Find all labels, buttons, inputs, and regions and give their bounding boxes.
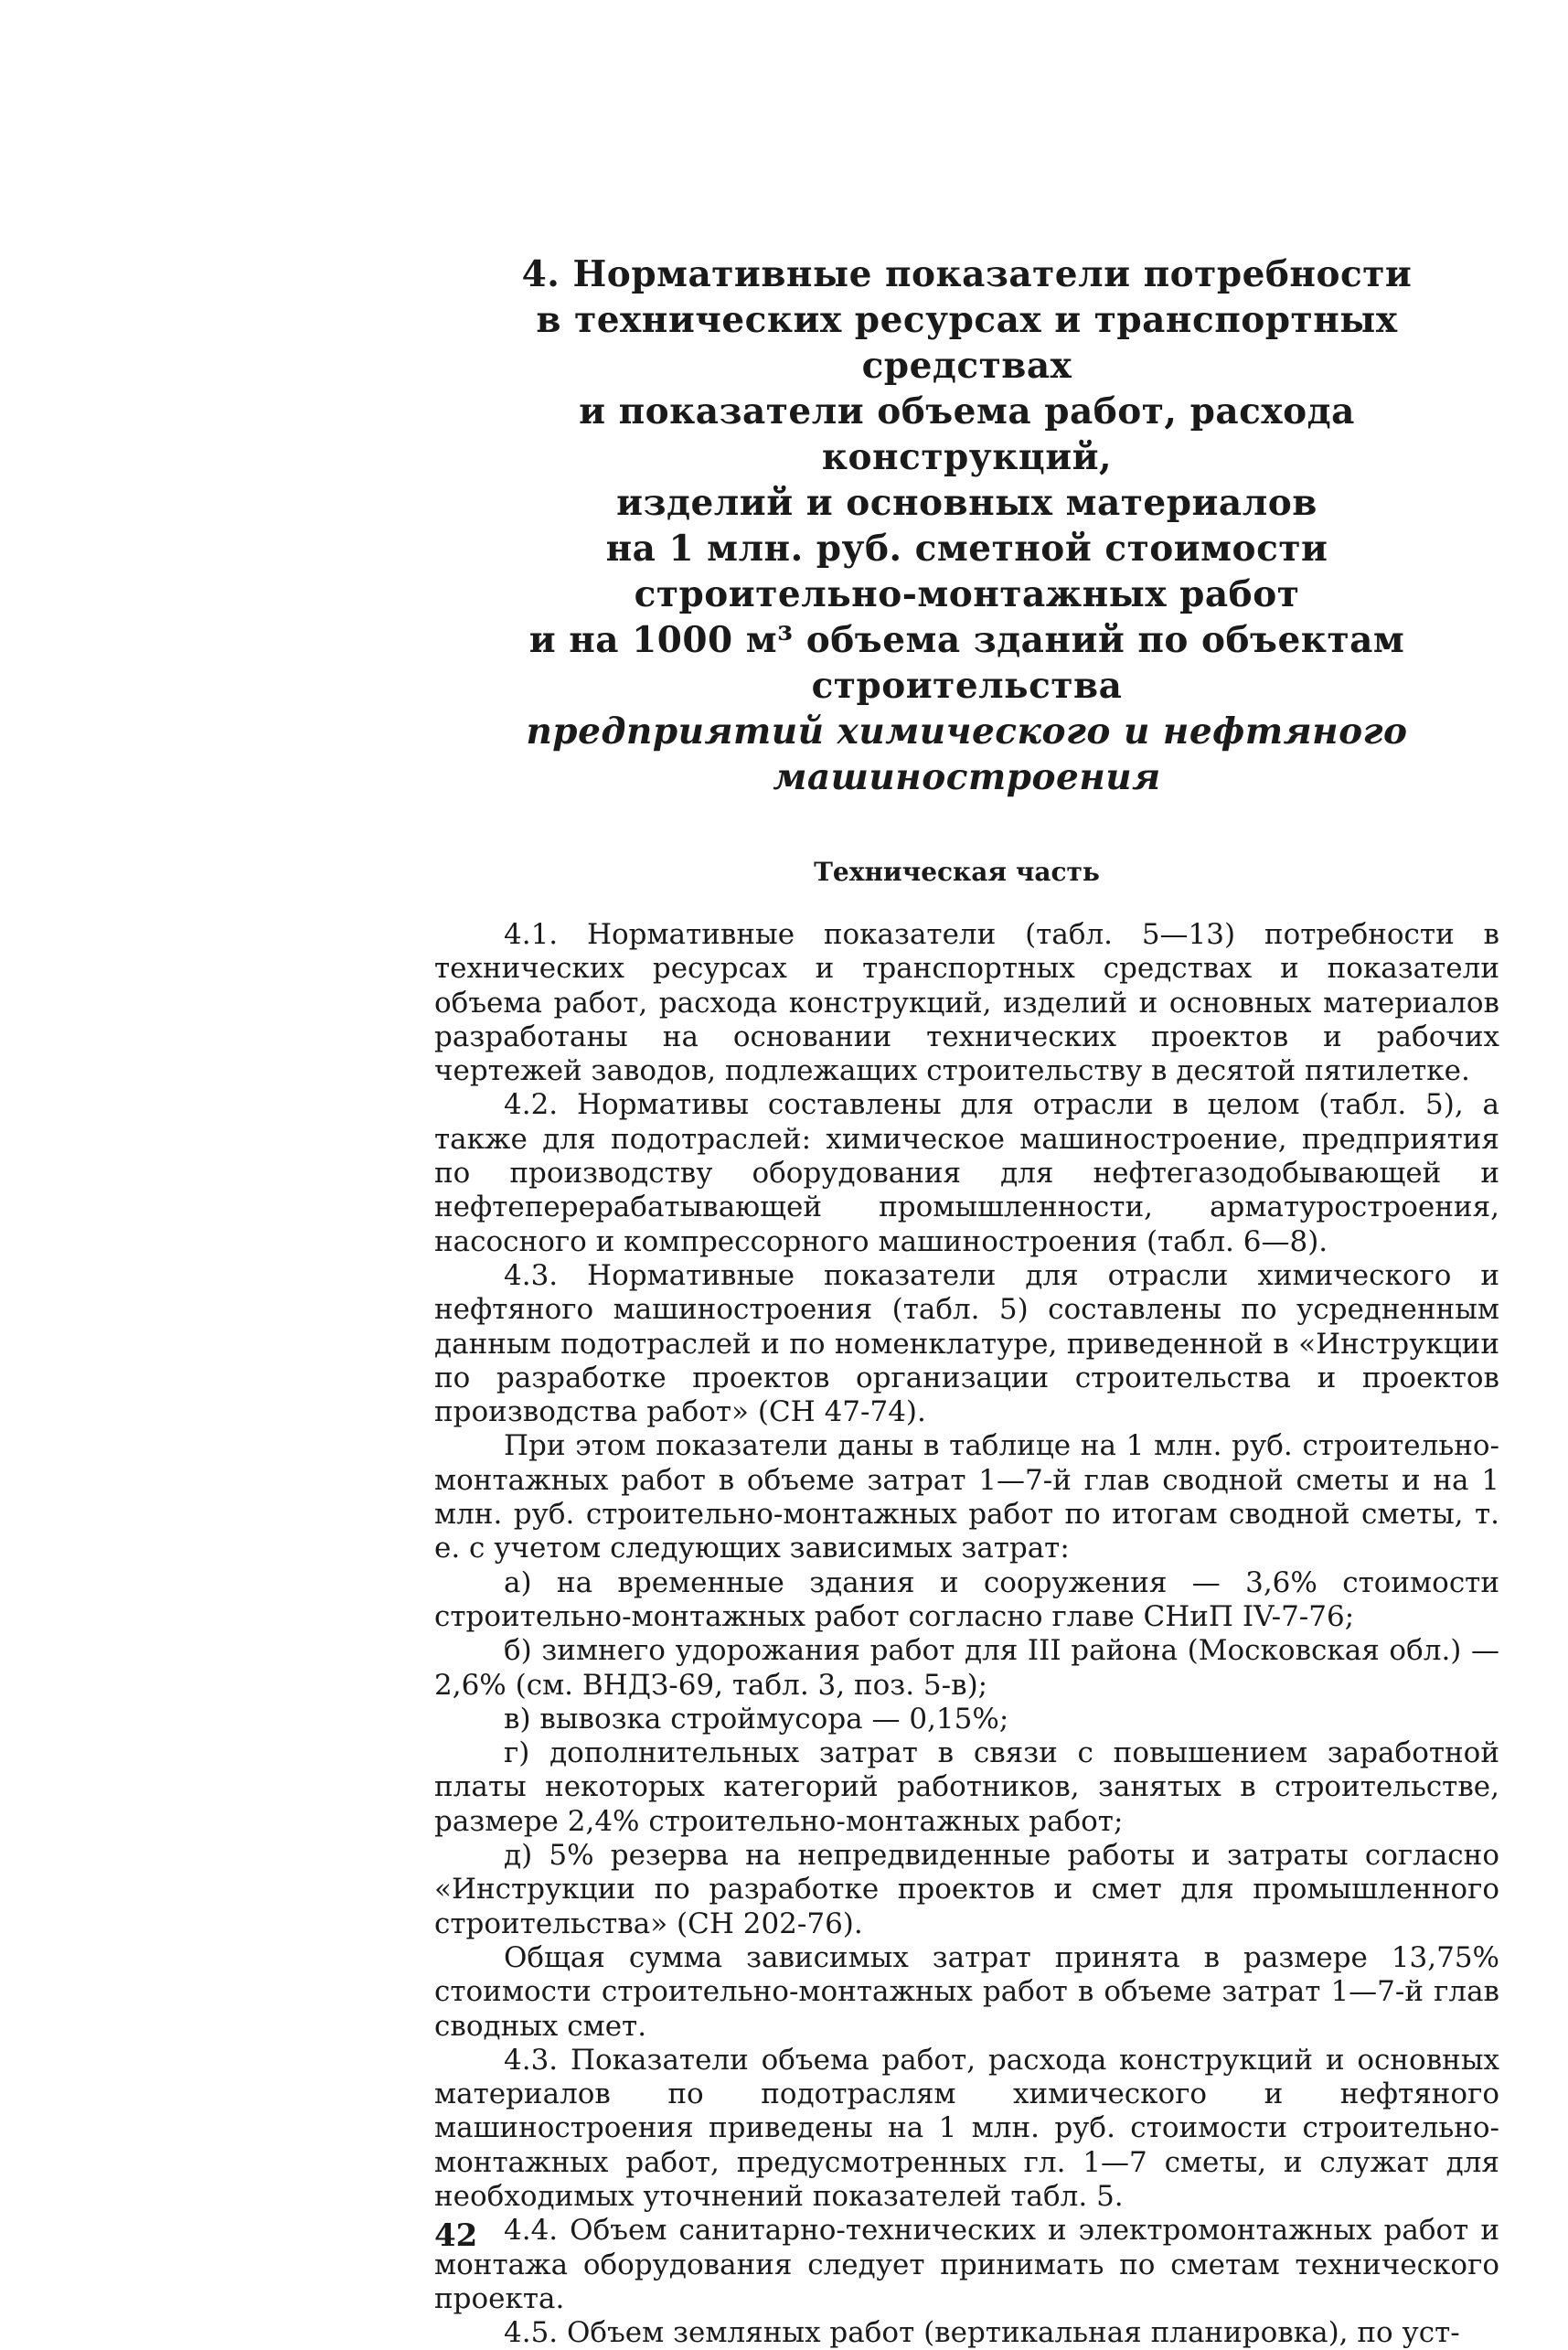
paragraph: 4.3. Нормативные показатели для отрасли химического и нефтяного машиностроения (табл. 5) составлены по усредненным данным подотраслей и по номенклатуре, приведенной в «Инструкции по разработке проектов организации строительства и проектов производства работ» (СН 47-74). [434,1258,1499,1429]
paragraph: 4.5. Объем земляных работ (вертикальная планировка), по уст- [504,2316,1460,2350]
title-line: строительно-монтажных работ [634,573,1300,615]
paragraph: Общая сумма зависимых затрат принята в размере 13,75% стоимости строительно-монтажных работ в объеме затрат 1—7-й глав сводных смет. [434,1940,1499,2043]
list-item: г) дополнительных затрат в связи с повышением заработной платы некоторых категорий работников, занятых в строительстве, размере 2,4% строительно-монтажных работ; [434,1736,1499,1838]
paragraph: 4.1. Нормативные показатели (табл. 5—13) потребности в технических ресурсах и транспортных средствах и показатели объема работ, расхода конструкций, изделий и основных материалов разработаны на основании технических проектов и рабочих чертежей заводов, подлежащих строительству в десятой пятилетке. [434,918,1499,1088]
list-item: б) зимнего удорожания работ для III района (Московская обл.) — 2,6% (см. ВНДЗ-69, табл. 3, поз. 5-в); [434,1634,1499,1702]
title-line: и на 1000 м³ объема зданий по объектам строительства [528,619,1405,707]
title-line: на 1 млн. руб. сметной стоимости [605,528,1328,570]
body-text [434,918,1499,2350]
list-item: в) вывозка строймусора — 0,15%; [504,1702,1009,1736]
page-content [434,251,1499,2350]
subheading: Техническая часть [814,857,1100,887]
title-line: предприятий химического и нефтяного машиностроения [526,710,1408,798]
paragraph: 4.3. Показатели объема работ, расхода конструкций и основных материалов по подотраслям химического и нефтяного машиностроения приведены на 1 млн. руб. стоимости строительно-монтажных работ, предусмотренных гл. 1—7 сметы, и служат для необходимых уточнений показателей табл. 5. [434,2043,1499,2213]
title-line: изделий и основных материалов [616,482,1317,524]
list-item: а) на временные здания и сооружения — 3,6% стоимости строительно-монтажных работ согласно главе СНиП IV-7-76; [434,1565,1499,1633]
title-line: 4. Нормативные показатели потребности [521,253,1413,295]
paragraph: 4.2. Нормативы составлены для отрасли в целом (табл. 5), а также для подотраслей: химическое машиностроение, предприятия по производству оборудования для нефтегазодобывающей и нефтеперерабатывающей промышленности, арматуростроения, насосного и компрессорного машиностроения (табл. 6—8). [434,1088,1499,1258]
section-title [434,251,1499,800]
paragraph: При этом показатели даны в таблице на 1 млн. руб. строительно-монтажных работ в объеме затрат 1—7-й глав сводной сметы и на 1 млн. руб. строительно-монтажных работ по итогам сводной сметы, т. е. с учетом следующих зависимых затрат: [434,1429,1499,1565]
paragraph: 4.4. Объем санитарно-технических и электромонтажных работ и монтажа оборудования следует принимать по сметам технического проекта. [434,2214,1499,2315]
title-line: в технических ресурсах и транспортных средствах [536,299,1398,387]
title-line: и показатели объема работ, расхода конструкций, [579,390,1355,478]
list-item: д) 5% резерва на непредвиденные работы и затраты согласно «Инструкции по разработке проектов и смет для промышленного строительства» (СН 202-76). [434,1839,1499,1940]
page-number: 42 [434,2217,478,2254]
